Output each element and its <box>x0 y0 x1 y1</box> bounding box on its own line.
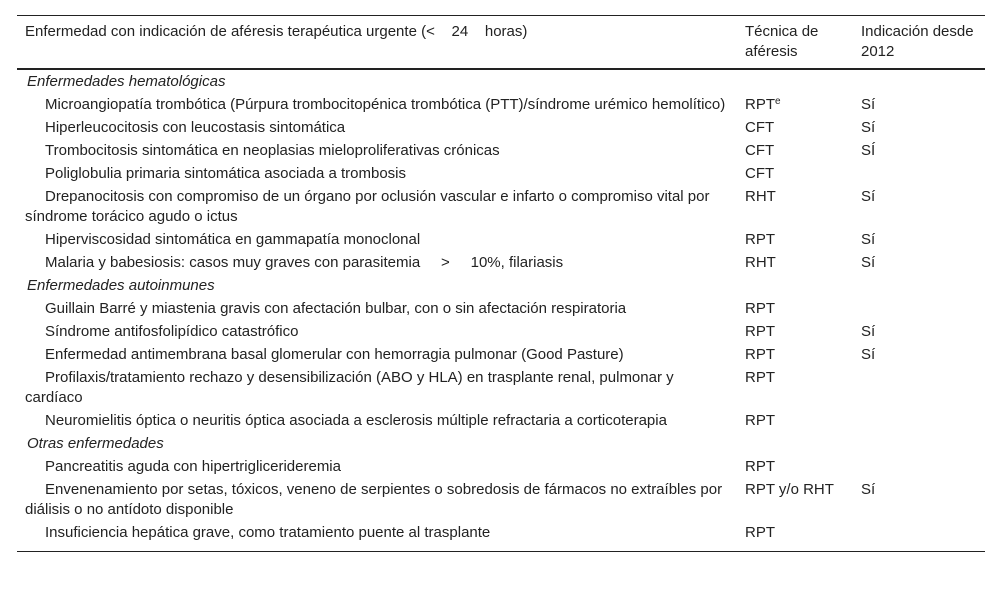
disease-cell: Pancreatitis aguda con hipertriglicerideremia <box>45 458 341 475</box>
disease-cell: Poliglobulia primaria sintomática asociada a trombosis <box>45 165 407 182</box>
table-row <box>17 140 985 163</box>
disease-cell: Guillain Barré y miastenia gravis con afectación bulbar, con o sin afectación respiratoria <box>45 300 627 317</box>
indication-cell <box>853 298 985 321</box>
disease-cell: Malaria y babesiosis: casos muy graves con parasitemia > 10%, filariasis <box>45 254 564 271</box>
table-row <box>17 479 985 522</box>
indication-cell <box>853 367 985 410</box>
technique-cell <box>737 321 853 344</box>
disease-cell: Insuficiencia hepática grave, como tratamiento puente al trasplante <box>17 522 737 552</box>
table-row <box>17 344 985 367</box>
disease-cell: Microangiopatía trombótica (Púrpura trombocitopénica trombótica (PTT)/síndrome urémico hemolítico) <box>45 96 726 113</box>
technique-text: RPT <box>745 323 775 340</box>
disease-cell: Drepanocitosis con compromiso de un órgano por oclusión vascular e infarto o compromiso vital por síndrome torácico agudo o ictus <box>25 188 710 225</box>
technique-text: RPT <box>745 412 775 429</box>
disease-cell: Trombocitosis sintomática en neoplasias mieloproliferativas crónicas <box>45 142 500 159</box>
technique-text: CFT <box>745 142 775 159</box>
technique-cell <box>737 252 853 275</box>
table-row <box>17 163 985 186</box>
header-indication: Indicación desde 2012 <box>853 16 985 70</box>
technique-cell <box>737 163 853 186</box>
indication-cell <box>853 456 985 479</box>
technique-text: RPT <box>745 231 775 248</box>
technique-text: RHT <box>745 254 776 271</box>
indication-cell <box>853 410 985 433</box>
technique-text: RPT <box>745 96 775 113</box>
technique-cell <box>737 479 853 522</box>
indication-cell: Sí <box>861 188 876 205</box>
technique-cell <box>737 117 853 140</box>
table-row <box>17 321 985 344</box>
section-title: Otras enfermedades <box>27 435 164 452</box>
technique-cell <box>737 186 853 229</box>
indication-cell: Sí <box>861 119 876 136</box>
indication-cell: Sí <box>861 254 876 271</box>
technique-cell <box>737 298 853 321</box>
indication-cell: Sí <box>861 346 876 363</box>
table-row <box>17 410 985 433</box>
disease-cell: Hiperviscosidad sintomática en gammapatía monoclonal <box>45 231 421 248</box>
table-row <box>17 367 985 410</box>
disease-cell: Envenenamiento por setas, tóxicos, veneno de serpientes o sobredosis de fármacos no extraíbles por diálisis o no antídoto disponible <box>25 481 723 518</box>
indication-cell: Sí <box>861 231 876 248</box>
disease-cell: Neuromielitis óptica o neuritis óptica asociada a esclerosis múltiple refractaria a corticoterapia <box>45 412 667 429</box>
technique-text: RPT <box>745 300 775 317</box>
technique-text: RPT <box>745 458 775 475</box>
header-disease: Enfermedad con indicación de aféresis terapéutica urgente (< 24 horas) <box>17 16 737 70</box>
apheresis-table <box>17 15 985 552</box>
indication-cell <box>853 522 985 552</box>
disease-cell: Profilaxis/tratamiento rechazo y desensibilización (ABO y HLA) en trasplante renal, pulmonar y cardíaco <box>25 369 674 406</box>
technique-text: RHT <box>745 188 776 205</box>
technique-text: RPT <box>745 369 775 386</box>
section-title: Enfermedades autoinmunes <box>27 277 215 294</box>
header-row <box>17 16 985 70</box>
technique-cell <box>737 367 853 410</box>
table-header <box>17 16 985 70</box>
table-row <box>17 117 985 140</box>
technique-cell <box>737 456 853 479</box>
section-row <box>17 275 985 298</box>
table-row <box>17 522 985 552</box>
technique-text: CFT <box>745 165 775 182</box>
technique-cell <box>737 94 853 117</box>
table-row <box>17 298 985 321</box>
disease-cell: Síndrome antifosfolipídico catastrófico <box>45 323 299 340</box>
table-row <box>17 229 985 252</box>
indication-cell: SÍ <box>861 142 876 159</box>
technique-text: RPT <box>745 346 775 363</box>
section-row <box>17 69 985 94</box>
table-row <box>17 94 985 117</box>
table-row <box>17 456 985 479</box>
technique-cell <box>737 344 853 367</box>
apheresis-table-container <box>17 15 985 552</box>
technique-cell <box>737 410 853 433</box>
table-row <box>17 186 985 229</box>
disease-cell: Enfermedad antimembrana basal glomerular con hemorragia pulmonar (Good Pasture) <box>45 346 624 363</box>
indication-cell: Sí <box>861 481 876 498</box>
technique-footnote: e <box>775 96 781 107</box>
technique-cell <box>737 140 853 163</box>
technique-text: CFT <box>745 119 775 136</box>
header-technique: Técnica de aféresis <box>737 16 853 70</box>
disease-cell: Hiperleucocitosis con leucostasis sintomática <box>45 119 346 136</box>
section-row <box>17 433 985 456</box>
technique-text: RPT <box>745 524 775 541</box>
table-body <box>17 69 985 552</box>
indication-cell: Sí <box>861 323 876 340</box>
technique-cell <box>737 522 853 552</box>
section-title: Enfermedades hematológicas <box>27 73 226 90</box>
indication-cell <box>853 163 985 186</box>
technique-text: RPT y/o RHT <box>745 481 834 498</box>
table-row <box>17 252 985 275</box>
indication-cell: Sí <box>861 96 876 113</box>
technique-cell <box>737 229 853 252</box>
